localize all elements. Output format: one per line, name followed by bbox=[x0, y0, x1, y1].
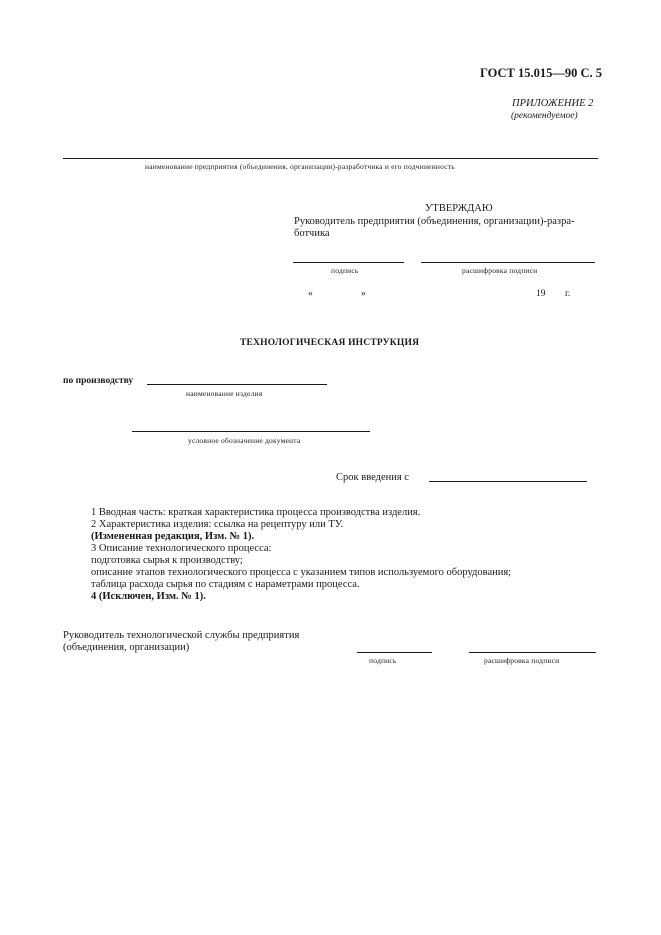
appendix-label: ПРИЛОЖЕНИЕ 2 bbox=[512, 98, 594, 109]
approval-signature-caption: подпись bbox=[331, 266, 359, 275]
footer-role-line2: (объединения, организации) bbox=[63, 642, 190, 653]
item-3: 3 Описание технологического процесса: bbox=[91, 543, 272, 554]
approval-role-line1: Руководитель предприятия (объединения, организации)-разра- bbox=[294, 216, 575, 227]
effective-label: Срок введения с bbox=[336, 472, 409, 483]
standard-header: ГОСТ 15.015—90 С. 5 bbox=[480, 66, 603, 80]
approval-decoding-line bbox=[421, 262, 595, 263]
approval-decoding-caption: расшифровка подписи bbox=[462, 266, 538, 275]
date-year-suffix: г. bbox=[565, 289, 571, 299]
designation-line bbox=[132, 431, 370, 432]
org-caption: наименование предприятия (объединения, организации)-разработчика и его подчиненность bbox=[145, 162, 455, 171]
footer-decoding-caption: расшифровка подписи bbox=[484, 656, 560, 665]
date-quote-close: » bbox=[361, 289, 366, 299]
recommended-label: (рекомендуемое) bbox=[511, 111, 578, 121]
item-3-c: таблица расхода сырья по стадиям с нараметрами процесса. bbox=[91, 579, 360, 590]
item-2: 2 Характеристика изделия: ссылка на рецептуру или ТУ. bbox=[91, 519, 344, 530]
product-caption: наименование изделия bbox=[186, 389, 263, 398]
item-2-note: (Измененная редакция, Изм. № 1). bbox=[91, 531, 255, 542]
date-quote-open: « bbox=[308, 289, 313, 299]
product-line bbox=[147, 384, 327, 385]
date-year: 19 bbox=[536, 289, 546, 299]
document-title: ТЕХНОЛОГИЧЕСКАЯ ИНСТРУКЦИЯ bbox=[240, 338, 420, 348]
footer-signature-caption: подпись bbox=[369, 656, 397, 665]
item-1: 1 Вводная часть: краткая характеристика процесса производства изделия. bbox=[91, 507, 421, 518]
approval-role-line2: ботчика bbox=[294, 228, 330, 239]
item-3-a: подготовка сырья к производству; bbox=[91, 555, 243, 566]
footer-role-line1: Руководитель технологической службы предприятия bbox=[63, 630, 300, 641]
designation-caption: условное обозначение документа bbox=[188, 436, 301, 445]
approval-signature-line bbox=[293, 262, 404, 263]
item-3-b: описание этапов технологического процесса с указанием типов используемого оборудования; bbox=[91, 567, 512, 578]
effective-line bbox=[429, 481, 587, 482]
approval-title: УТВЕРЖДАЮ bbox=[425, 203, 493, 214]
item-4: 4 (Исключен, Изм. № 1). bbox=[91, 591, 206, 602]
production-label: по производству bbox=[63, 376, 134, 386]
org-line bbox=[63, 158, 598, 159]
footer-decoding-line bbox=[469, 652, 596, 653]
footer-signature-line bbox=[357, 652, 432, 653]
